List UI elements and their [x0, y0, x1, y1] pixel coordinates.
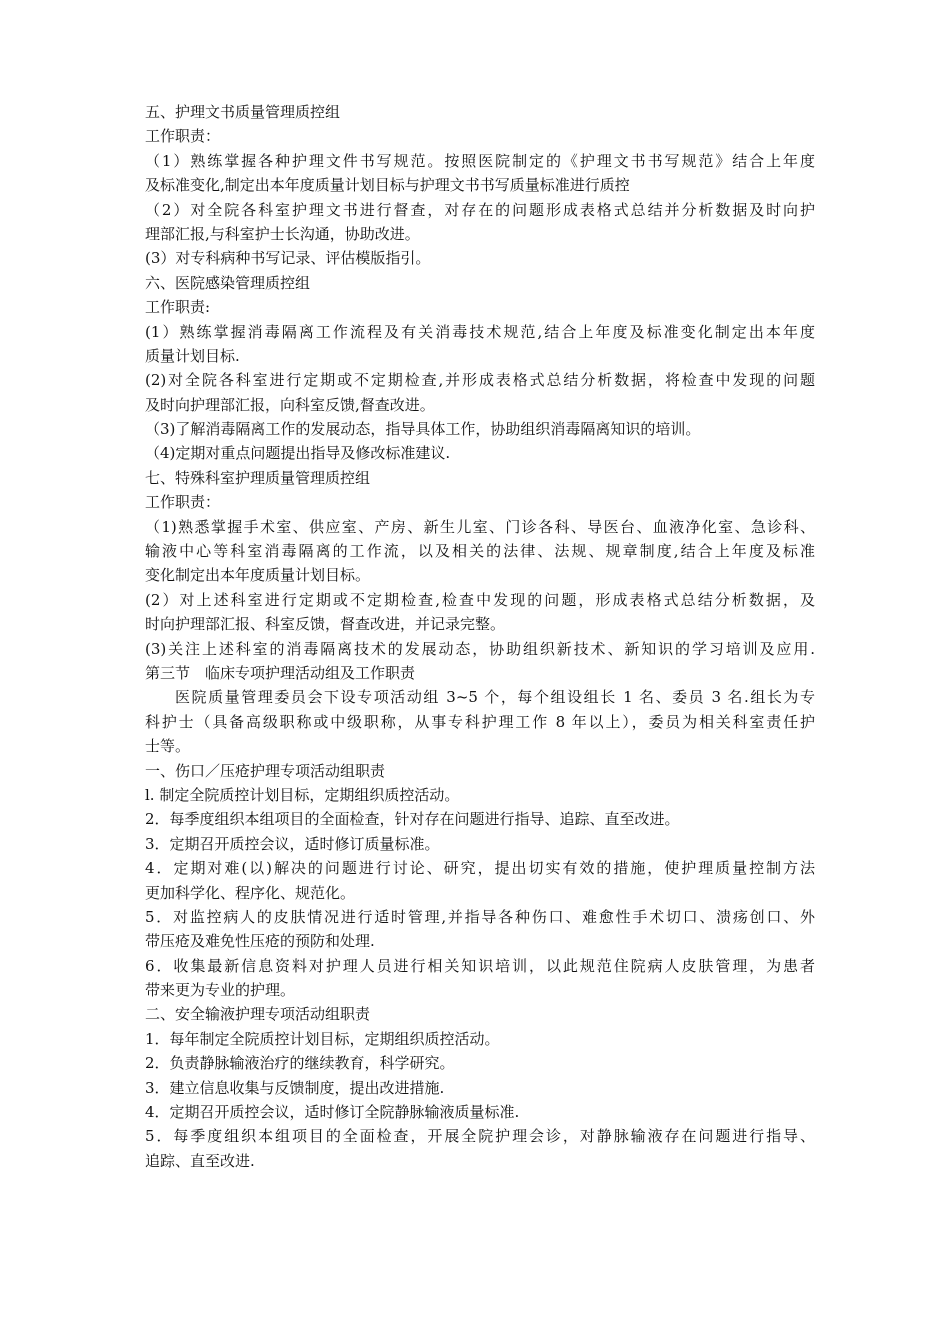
text-line: （1）熟练掌握各种护理文件书写规范。按照医院制定的《护理文书书写规范》结合上年度 — [145, 151, 815, 170]
text-line: 带来更为专业的护理。 — [145, 981, 296, 1000]
text-line: (1）熟练掌握消毒隔离工作流程及有关消毒技术规范,结合上年度及标准变化制定出本年度 — [145, 322, 815, 341]
text-line: 工作职责： — [145, 493, 221, 512]
text-line: 及时向护理部汇报，向科室反馈,督查改进。 — [145, 395, 435, 414]
text-line: 五、护理文书质量管理质控组 — [145, 103, 341, 121]
text-line: 医院质量管理委员会下设专项活动组 3~5 个，每个组设组长 1 名、委员 3 名.组长为专 — [175, 688, 815, 707]
text-line: （1)熟悉掌握手术室、供应室、产房、新生儿室、门诊各科、导医台、血液净化室、急诊科、 — [145, 517, 815, 536]
text-line: 士等。 — [145, 737, 191, 756]
text-line: 3．建立信息收集与反馈制度，提出改进措施. — [145, 1078, 445, 1097]
text-line: (2）对上述科室进行定期或不定期检查,检查中发现的问题，形成表格式总结分析数据，及 — [145, 590, 815, 609]
text-line: （4)定期对重点问题提出指导及修改标准建议. — [145, 444, 451, 463]
text-line: 更加科学化、程序化、规范化。 — [145, 883, 356, 902]
text-line: 5．对监控病人的皮肤情况进行适时管理,并指导各种伤口、难愈性手术切口、溃疡创口、外 — [145, 907, 815, 926]
text-line: 质量计划目标. — [145, 346, 240, 365]
text-line: 1．每年制定全院质控计划目标，定期组织质控活动。 — [145, 1029, 500, 1048]
text-line: 二、安全输液护理专项活动组职责 — [145, 1005, 371, 1024]
text-line: (2)对全院各科室进行定期或不定期检查,并形成表格式总结分析数据，将检查中发现的问题 — [145, 371, 815, 390]
text-line: 六、医院感染管理质控组 — [145, 273, 311, 292]
text-line: (3)关注上述科室的消毒隔离技术的发展动态，协助组织新技术、新知识的学习培训及应用. — [145, 639, 815, 658]
text-line: 4．定期对难(以)解决的问题进行讨论、研究，提出切实有效的措施，使护理质量控制方法 — [145, 859, 815, 878]
text-line: 2．负责静脉输液治疗的继续教育，科学研究。 — [145, 1054, 455, 1073]
text-line: 追踪、直至改进. — [145, 1151, 255, 1170]
text-line: 5．每季度组织本组项目的全面检查，开展全院护理会诊，对静脉输液存在问题进行指导、 — [145, 1127, 815, 1146]
text-line: 科护士（具备高级职称或中级职称，从事专科护理工作 8 年以上），委员为相关科室责任护 — [145, 712, 815, 731]
text-line: l. 制定全院质控计划目标，定期组织质控活动。 — [145, 785, 460, 804]
text-line: 理部汇报,与科室护士长沟通，协助改进。 — [145, 224, 420, 243]
text-line: 4．定期召开质控会议，适时修订全院静脉输液质量标准. — [145, 1103, 520, 1122]
text-line: 变化制定出本年度质量计划目标。 — [145, 566, 371, 585]
text-line: （3)了解消毒隔离工作的发展动态，指导具体工作，协助组织消毒隔离知识的培训。 — [145, 420, 701, 439]
text-line: 带压疮及难免性压疮的预防和处理. — [145, 932, 375, 951]
document-page — [145, 100, 815, 1173]
text-line: 6．收集最新信息资料对护理人员进行相关知识培训，以此规范住院病人皮肤管理，为患者 — [145, 956, 815, 975]
text-line: 3．定期召开质控会议，适时修订质量标准。 — [145, 834, 440, 853]
text-line: 及标准变化,制定出本年度质量计划目标与护理文书书写质量标准进行质控 — [145, 176, 630, 195]
text-line: （2）对全院各科室护理文书进行督查，对存在的问题形成表格式总结并分析数据及时向护 — [145, 200, 815, 219]
text-line: 工作职责： — [145, 127, 221, 146]
text-line: 一、伤口／压疮护理专项活动组职责 — [145, 761, 386, 780]
text-line: 七、特殊科室护理质量管理质控组 — [145, 468, 371, 487]
text-line: 时向护理部汇报、科室反馈，督查改进，并记录完整。 — [145, 615, 506, 634]
text-line: 工作职责: — [145, 298, 211, 317]
text-line: (3）对专科病种书写记录、评估模版指引。 — [145, 249, 431, 268]
text-line: 2．每季度组织本组项目的全面检查，针对存在问题进行指导、追踪、直至改进。 — [145, 810, 680, 829]
text-line: 第三节 临床专项护理活动组及工作职责 — [145, 663, 416, 682]
text-line: 输液中心等科室消毒隔离的工作流，以及相关的法律、法规、规章制度,结合上年度及标准 — [145, 542, 815, 561]
